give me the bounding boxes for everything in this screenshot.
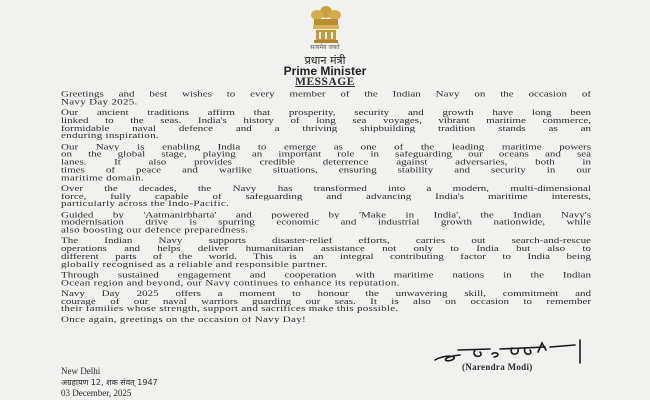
- paragraph-line: on the global stage, playing an important role in safeguarding our oceans and sea: [61, 151, 591, 159]
- message-body: [61, 91, 591, 327]
- message-paragraph: [61, 316, 591, 324]
- message-paragraph: [61, 290, 591, 313]
- paragraph-line: modernisation drive is spurring economic and industrial growth nationwide, while: [61, 219, 591, 227]
- paragraph-line: Navy Day 2025.: [61, 98, 138, 107]
- paragraph-line: globally recognised as a reliable and responsible partner.: [61, 261, 328, 269]
- message-paragraph: [61, 272, 591, 288]
- paragraph-line: operations and helps deliver humanitarian assistance not only to India but also to: [61, 245, 591, 254]
- message-heading: MESSAGE: [295, 76, 355, 88]
- paragraph-line: times of peace and warlike situations, ensuring stability and security in our: [61, 166, 591, 175]
- paragraph-line: Navy Day 2025 offers a moment to honour the unwavering skill, commitment and: [61, 290, 591, 298]
- paragraph-line: different parts of the world. This is an integral contributing factor to India being: [61, 253, 591, 261]
- signature: [430, 338, 595, 364]
- message-paragraph: [61, 185, 591, 208]
- paragraph-line: Our Navy is enabling India to emerge as one of the leading maritime powers: [61, 143, 591, 152]
- place: New Delhi: [61, 366, 101, 376]
- hindi-date: अग्रहायण 12, शक संवत् 1947: [61, 378, 158, 387]
- paragraph-line: their families whose strength, support and sacrifices make this possible.: [61, 305, 399, 314]
- paragraph-line: The Indian Navy supports disaster-relief efforts, carries out search-and-rescue: [61, 237, 591, 246]
- paragraph-line: Ocean region and beyond, our Navy continues to enhance its reputation.: [61, 279, 400, 288]
- office-title: Prime Minister: [283, 64, 367, 78]
- paragraph-line: Over the decades, the Navy has transformed into a modern, multi-dimensional: [61, 185, 591, 193]
- place-and-date: [61, 366, 158, 399]
- message-paragraph: [61, 109, 591, 140]
- message-paragraph: [61, 143, 591, 182]
- hindi-title: प्रधान मंत्री: [304, 54, 346, 67]
- paragraph-line: Guided by 'Aatmanirbharta' and powered by 'Make in India', the Indian Navy's: [61, 211, 591, 220]
- paragraph-line: Through sustained engagement and cooperation with maritime nations in the Indian: [61, 271, 591, 280]
- emblem-motto: सत्यमेव जयते: [310, 44, 340, 51]
- message-paragraph: [61, 238, 591, 269]
- paragraph-line: lanes. It also provides credible deterrence against adversaries, both in: [61, 159, 591, 167]
- paragraph-line: Greetings and best wishes to every member of the Indian Navy on the occasion of: [61, 91, 591, 99]
- paragraph-line: force, fully capable of safeguarding and advancing India's maritime interests,: [61, 193, 591, 201]
- signatory-name: (Narendra Modi): [462, 362, 533, 372]
- paragraph-line: maritime domain.: [61, 174, 145, 183]
- paragraph-line: Our ancient traditions affirm that prosperity, security and growth have long been: [61, 109, 591, 118]
- message-paragraph: [61, 91, 591, 107]
- paragraph-line: particularly across the Indo-Pacific.: [61, 200, 230, 209]
- state-emblem-icon: [308, 4, 344, 46]
- paragraph-line: linked to the seas. India's history of long sea voyages, vibrant maritime commerce,: [61, 117, 591, 125]
- message-paragraph: [61, 211, 591, 234]
- date: 03 December, 2025: [61, 388, 132, 398]
- paragraph-line: also boosting our defence preparedness.: [61, 227, 249, 235]
- paragraph-line: courage of our naval warriors guarding our seas. It is also on occasion to remember: [61, 297, 591, 306]
- paragraph-line: formidable naval defence and a thriving shipbuilding tradition stands as an: [61, 125, 591, 133]
- paragraph-line: enduring inspiration.: [61, 132, 159, 141]
- paragraph-line: Once again, greetings on the occasion of Navy Day!: [61, 316, 307, 324]
